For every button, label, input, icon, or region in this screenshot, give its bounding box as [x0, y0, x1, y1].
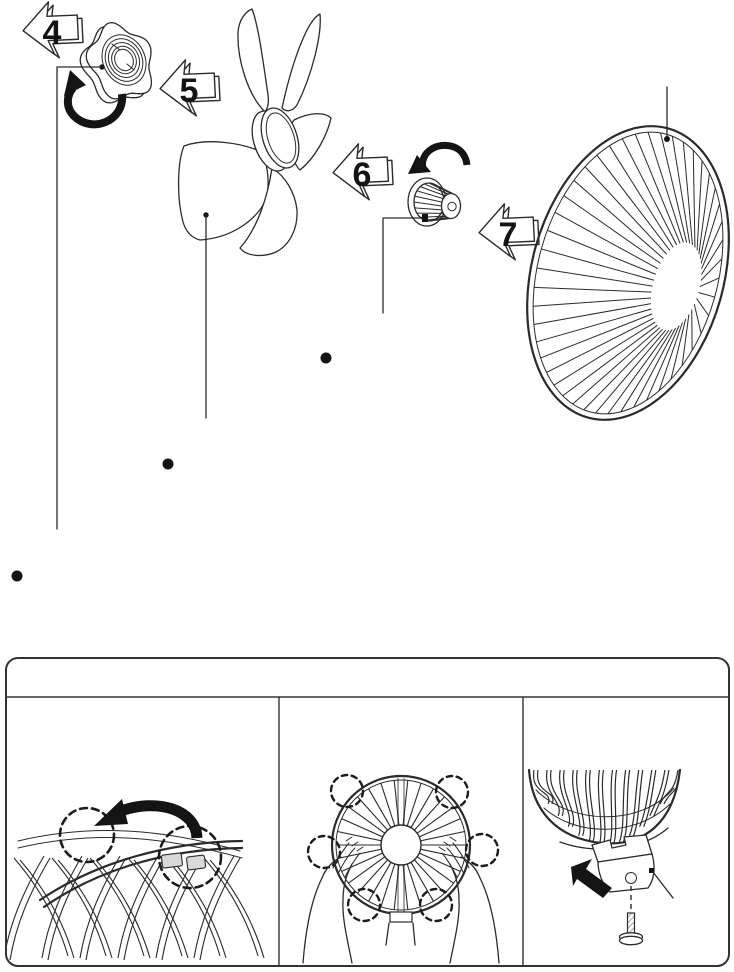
step-number-7: 7: [498, 216, 518, 254]
screw-hole: [626, 873, 637, 884]
blade-cap: [408, 178, 461, 226]
leader-clamp: [653, 872, 673, 898]
panel-hold-front-grille: [303, 775, 499, 963]
bullet-marker: [12, 571, 23, 582]
step-number-4: 4: [42, 14, 62, 52]
step-number-6: 6: [352, 156, 372, 194]
panel-grille-clip-detail: [4, 799, 264, 960]
grille-bottom-tab: [390, 912, 412, 922]
grille-clip: [186, 855, 205, 870]
highlight-circle: [436, 776, 468, 808]
fan-blade: [179, 9, 331, 255]
rotate-arrow-cap-icon: [408, 145, 467, 174]
front-grille: [495, 103, 734, 443]
grille-wires: [4, 856, 264, 960]
bullet-marker: [163, 459, 174, 470]
screw: [620, 913, 643, 945]
leader-blade-cap: [383, 214, 428, 313]
grille-clip: [161, 853, 182, 868]
leader-spinner-nut: [57, 64, 105, 529]
leader-fan-blade: [203, 212, 208, 418]
step-number-5: 5: [179, 72, 199, 110]
panel-grille-clamp-screw: [529, 770, 682, 945]
spinner-nut: [80, 23, 154, 103]
bullet-marker: [321, 353, 332, 364]
grille-hub: [381, 825, 421, 865]
